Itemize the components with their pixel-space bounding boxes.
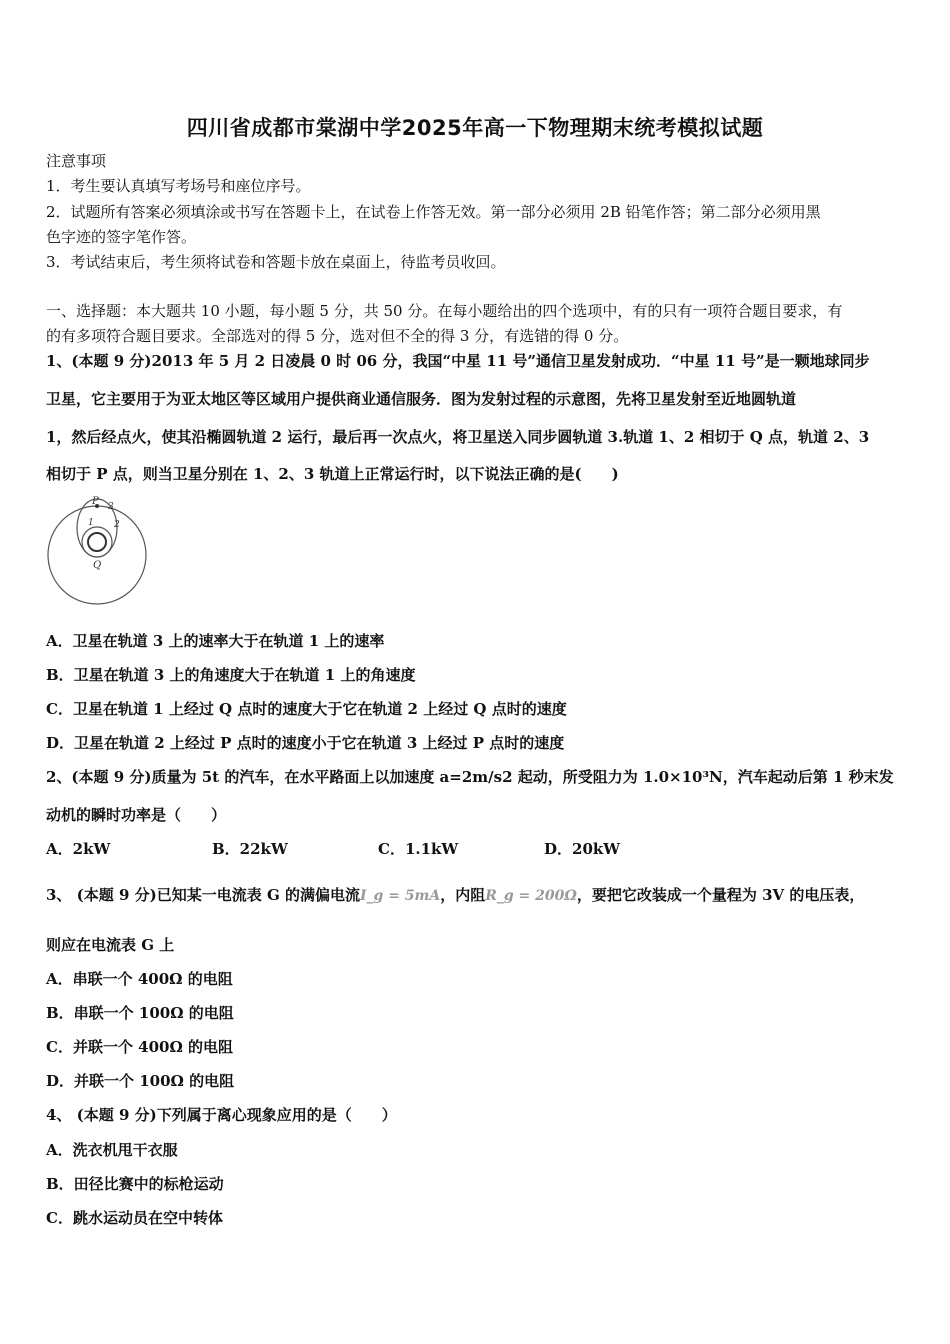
q3-option-c: C．并联一个 400Ω 的电阻 [46,1038,234,1056]
q2-options [46,838,906,860]
notice-item: 2．试题所有答案必须填涂或书写在答题卡上，在试卷上作答无效。第一部分必须用 2B 铅笔作答；第二部分必须用黑 [46,203,821,221]
orbit-diagram [44,492,154,607]
page-title: 四川省成都市棠湖中学2025年高一下物理期末统考模拟试题 [186,116,764,140]
notice-item: 1．考生要认真填写考场号和座位序号。 [46,177,311,195]
q1-option-a: A．卫星在轨道 3 上的速率大于在轨道 1 上的速率 [46,632,385,650]
label-p: P [92,496,99,507]
q1-text: 1，然后经点火，使其沿椭圆轨道 2 运行，最后再一次点火，将卫星送入同步圆轨道 3.轨道 1、2 相切于 Q 点，轨道 2、3 [46,428,870,446]
q2-option-a: A．2kW [46,840,111,858]
q3-option-a: A．串联一个 400Ω 的电阻 [46,970,233,988]
label-q: Q [93,560,102,571]
label-2: 2 [114,520,120,530]
notice-heading: 注意事项 [46,152,107,170]
q4-option-c: C．跳水运动员在空中转体 [46,1209,223,1227]
q3-formula-resistance: R_g = 200Ω [485,888,577,904]
q3-text-part2: ，内阻 [440,886,486,904]
q2-text: 动机的瞬时功率是（ ） [46,806,227,824]
q2-text: 2、(本题 9 分)质量为 5t 的汽车，在水平路面上以加速度 a=2m/s2 起动，所受阻力为 1.0×10³N，汽车起动后第 1 秒末发 [46,768,894,786]
q3-option-d: D．并联一个 100Ω 的电阻 [46,1072,235,1090]
q3-text [46,884,906,907]
q4-text: 4、 (本题 9 分)下列属于离心现象应用的是（ ） [46,1106,397,1124]
q4-option-b: B．田径比赛中的标枪运动 [46,1175,224,1193]
label-3: 3 [108,502,114,512]
section-heading-line: 一、选择题：本大题共 10 小题，每小题 5 分，共 50 分。在每小题给出的四个选项中，有的只有一项符合题目要求，有 [46,302,843,320]
q4-option-a: A．洗衣机甩干衣服 [46,1141,178,1159]
q3-formula-current: I_g = 5mA [360,888,441,904]
label-1: 1 [88,518,94,528]
notice-item: 3．考试结束后，考生须将试卷和答题卡放在桌面上，待监考员收回。 [46,253,506,271]
q1-option-b: B．卫星在轨道 3 上的角速度大于在轨道 1 上的角速度 [46,666,416,684]
notice-item: 色字迹的签字笔作答。 [46,228,197,246]
q1-option-c: C．卫星在轨道 1 上经过 Q 点时的速度大于它在轨道 2 上经过 Q 点时的速度 [46,700,567,718]
q3-text: 则应在电流表 G 上 [46,936,175,954]
q1-text: 卫星，它主要用于为亚太地区等区域用户提供商业通信服务．图为发射过程的示意图，先将卫星发射至近地圆轨道 [46,390,797,408]
section-heading-line: 的有多项符合题目要求。全部选对的得 5 分，选对但不全的得 3 分，有选错的得 0 分。 [46,327,629,345]
orbit-1 [82,527,112,557]
q3-text-part3: ，要把它改装成一个量程为 3V 的电压表， [576,886,865,904]
orbit-3 [48,506,146,604]
q1-option-d: D．卫星在轨道 2 上经过 P 点时的速度小于它在轨道 3 上经过 P 点时的速度 [46,734,565,752]
q2-option-b: B．22kW [212,840,288,858]
q1-text: 相切于 P 点，则当卫星分别在 1、2、3 轨道上正常运行时，以下说法正确的是( ) [46,465,619,483]
q3-option-b: B．串联一个 100Ω 的电阻 [46,1004,234,1022]
earth [88,533,106,551]
q2-option-c: C．1.1kW [378,840,459,858]
q2-option-d: D．20kW [544,840,621,858]
q3-text-part1: 3、 (本题 9 分)已知某一电流表 G 的满偏电流 [46,886,360,904]
q1-text: 1、(本题 9 分)2013 年 5 月 2 日凌晨 0 时 06 分，我国“中星 11 号”通信卫星发射成功．“中星 11 号”是一颗地球同步 [46,352,870,370]
